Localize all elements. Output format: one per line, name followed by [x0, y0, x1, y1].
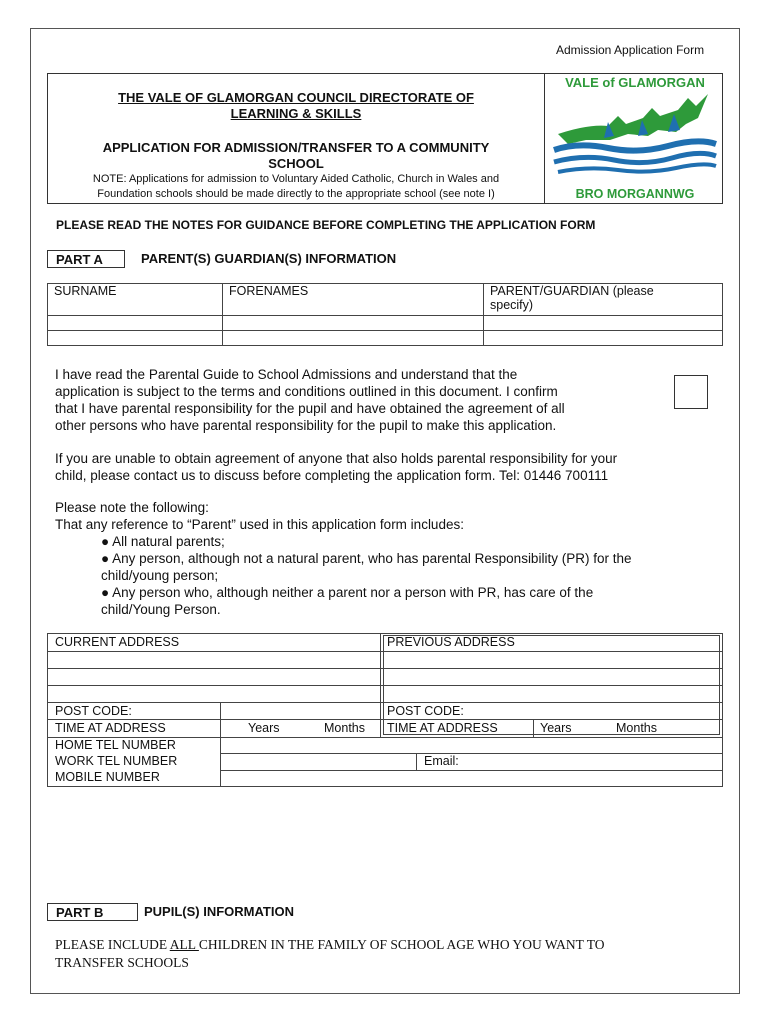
previous-years-label: Years [540, 721, 572, 735]
parent-table [47, 283, 723, 346]
current-address-line3[interactable] [55, 686, 375, 701]
declaration-checkbox[interactable] [674, 375, 708, 409]
parent-table-header [48, 284, 723, 316]
title-box [47, 73, 723, 204]
parent-guardian-header-line1: PARENT/GUARDIAN (please [490, 284, 654, 298]
part-b-title: PUPIL(S) INFORMATION [144, 904, 294, 919]
parent-guardian-cell-2[interactable] [484, 331, 723, 346]
part-b-instr-c: CHILDREN IN THE FAMILY OF SCHOOL AGE WHO YOU WANT TO [198, 937, 605, 952]
application-title-line1: APPLICATION FOR ADMISSION/TRANSFER TO A COMMUNITY [102, 140, 490, 155]
council-title-line1: THE VALE OF GLAMORGAN COUNCIL DIRECTORATE OF [118, 90, 474, 105]
work-tel-label: WORK TEL NUMBER [55, 754, 178, 768]
forenames-header: FORENAMES [223, 284, 484, 316]
declaration-line4: other persons who have parental responsibility for the pupil to make this application. [55, 418, 557, 433]
current-address-line2[interactable] [55, 669, 375, 684]
part-b-instructions-line2: TRANSFER SCHOOLS [55, 955, 189, 970]
parent-guardian-cell-1[interactable] [484, 316, 723, 331]
part-a-label: PART A [47, 250, 125, 268]
current-address-line1[interactable] [55, 652, 375, 667]
council-logo-graphic [548, 74, 722, 203]
parent-row-1 [48, 316, 723, 331]
current-time-at-address-label: TIME AT ADDRESS [55, 721, 166, 735]
current-months-label: Months [324, 721, 365, 735]
note-text [55, 499, 705, 533]
previous-address-line2[interactable] [387, 669, 717, 684]
bullet-3-line1: ● Any person who, although neither a parent nor a person with PR, has care of the [101, 585, 594, 600]
council-logo [548, 74, 722, 203]
parent-guardian-header-line2: specify) [490, 298, 534, 312]
parent-guardian-header [484, 284, 723, 316]
surname-cell-1[interactable] [48, 316, 223, 331]
part-a-title: PARENT(S) GUARDIAN(S) INFORMATION [141, 251, 397, 266]
address-table [47, 633, 723, 787]
title-note-line2: Foundation schools should be made directly to the appropriate school (see note I) [97, 188, 495, 200]
contact-line2: child, please contact us to discuss before completing the application form. Tel: 01446 700111 [55, 468, 609, 483]
mobile-field[interactable] [224, 771, 718, 785]
declaration-line1: I have read the Parental Guide to School Admissions and understand that the [55, 367, 518, 382]
part-b-instructions [55, 936, 715, 972]
declaration-line3: that I have parental responsibility for the pupil and have obtained the agreement of all [55, 401, 565, 416]
surname-header: SURNAME [48, 284, 223, 316]
declaration-text [55, 366, 661, 434]
forenames-cell-2[interactable] [223, 331, 484, 346]
title-panel [48, 74, 545, 203]
bullet-1: ● All natural parents; [101, 534, 225, 549]
instructions-heading: PLEASE READ THE NOTES FOR GUIDANCE BEFORE COMPLETING THE APPLICATION FORM [56, 218, 596, 232]
title-note-line1: NOTE: Applications for admission to Voluntary Aided Catholic, Church in Wales and [92, 173, 500, 185]
note-line2: That any reference to “Parent” used in this application form includes: [55, 517, 464, 532]
logo-bottom-text: BRO MORGANNWG [575, 187, 695, 201]
previous-address-line3[interactable] [387, 686, 717, 701]
email-label: Email: [424, 754, 459, 768]
application-title-line2: SCHOOL [268, 156, 324, 171]
form-label: Admission Application Form [556, 43, 705, 57]
declaration-line2: application is subject to the terms and conditions outlined in this document. I confirm [55, 384, 558, 399]
previous-time-at-address-label: TIME AT ADDRESS [387, 721, 498, 735]
home-tel-field[interactable] [224, 738, 718, 752]
bullet-2-line2: child/young person; [101, 568, 219, 583]
part-b-instr-all: ALL [169, 937, 199, 952]
current-address-label: CURRENT ADDRESS [55, 635, 180, 649]
home-tel-label: HOME TEL NUMBER [55, 738, 176, 752]
part-b-instr-a: PLEASE INCLUDE [55, 937, 170, 952]
note-line1: Please note the following: [55, 500, 209, 515]
work-tel-field[interactable] [224, 754, 412, 768]
part-b-label: PART B [47, 903, 138, 921]
contact-text [55, 450, 705, 484]
parent-row-2 [48, 331, 723, 346]
bullet-list [101, 533, 721, 618]
forenames-cell-1[interactable] [223, 316, 484, 331]
previous-post-code-label: POST CODE: [387, 704, 464, 718]
current-post-code-label: POST CODE: [55, 704, 132, 718]
council-title [48, 90, 544, 122]
previous-months-label: Months [616, 721, 657, 735]
bullet-3-line2: child/Young Person. [101, 602, 221, 617]
contact-line1: If you are unable to obtain agreement of anyone that also holds parental responsibility for your [55, 451, 618, 466]
part-b-instructions-line1 [55, 936, 715, 954]
bullet-2-line1: ● Any person, although not a natural parent, who has parental Responsibility (PR) for the [101, 551, 632, 566]
previous-address-line1[interactable] [387, 652, 717, 667]
council-title-line2: LEARNING & SKILLS [230, 106, 362, 121]
mobile-label: MOBILE NUMBER [55, 770, 160, 784]
surname-cell-2[interactable] [48, 331, 223, 346]
previous-address-label: PREVIOUS ADDRESS [387, 635, 515, 649]
title-note [48, 172, 544, 202]
current-years-label: Years [248, 721, 280, 735]
application-title [48, 140, 544, 172]
logo-top-text: VALE of GLAMORGAN [565, 75, 705, 90]
